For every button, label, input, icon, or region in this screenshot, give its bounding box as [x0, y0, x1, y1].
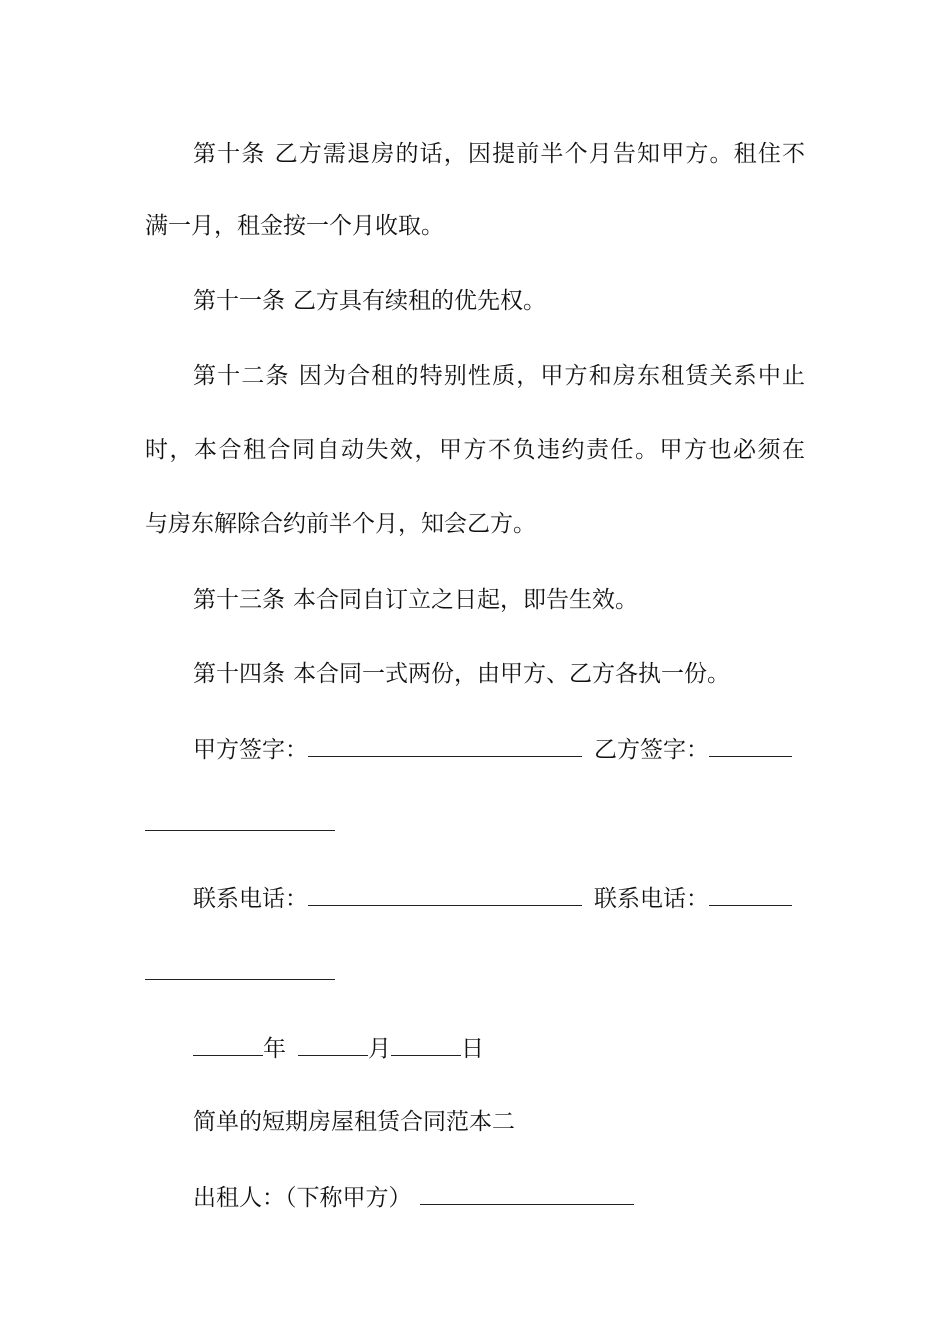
phone-row	[193, 883, 805, 914]
article-13	[193, 585, 805, 615]
article-11	[193, 286, 805, 316]
day-blank[interactable]	[391, 1033, 461, 1056]
article-14	[193, 659, 805, 689]
article-12-line-3: 与房东解除合约前半个月，知会乙方。	[145, 511, 536, 537]
party-a-phone-blank[interactable]	[308, 883, 582, 906]
article-10-heading: 第十条	[193, 141, 266, 167]
date-row	[193, 1033, 805, 1064]
signature-row	[193, 734, 805, 765]
party-b-sign-blank[interactable]	[709, 734, 792, 757]
year-blank[interactable]	[193, 1033, 263, 1056]
lessor-blank[interactable]	[420, 1182, 634, 1205]
party-b-phone-label: 联系电话：	[594, 886, 709, 912]
article-12-heading: 第十二条	[193, 363, 290, 389]
lessor-row	[193, 1182, 805, 1213]
lessor-label: 出租人：（下称甲方）	[193, 1185, 412, 1211]
article-10-text-1: 乙方需退房的话，因提前半个月告知甲方。租住不	[273, 141, 806, 167]
second-template-title: 简单的短期房屋租赁合同范本二	[193, 1109, 515, 1135]
year-label: 年	[263, 1036, 286, 1062]
article-13-heading: 第十三条	[193, 587, 285, 613]
article-14-text: 本合同一式两份，由甲方、乙方各执一份。	[293, 661, 730, 687]
article-12-line-1	[193, 361, 805, 391]
party-b-phone-continuation	[145, 957, 805, 988]
party-b-sign-blank-cont[interactable]	[145, 808, 335, 831]
article-11-heading: 第十一条	[193, 288, 285, 314]
article-10-line-1	[193, 139, 805, 169]
party-b-sign-continuation	[145, 808, 805, 839]
party-a-phone-label: 联系电话：	[193, 886, 308, 912]
party-a-sign-label: 甲方签字：	[193, 737, 308, 763]
article-10-line-2: 满一月，租金按一个月收取。	[145, 213, 444, 239]
party-b-phone-blank[interactable]	[709, 883, 792, 906]
month-label: 月	[368, 1036, 391, 1062]
party-b-sign-label: 乙方签字：	[594, 737, 709, 763]
article-12-line-2: 时，本合租合同自动失效，甲方不负违约责任。甲方也必须在	[145, 437, 805, 463]
article-11-text: 乙方具有续租的优先权。	[293, 288, 546, 314]
article-12-text-1: 因为合租的特别性质，甲方和房东租赁关系中止	[297, 363, 806, 389]
article-13-text: 本合同自订立之日起，即告生效。	[293, 587, 638, 613]
month-blank[interactable]	[298, 1033, 368, 1056]
day-label: 日	[461, 1036, 484, 1062]
party-a-sign-blank[interactable]	[308, 734, 582, 757]
article-14-heading: 第十四条	[193, 661, 285, 687]
party-b-phone-blank-cont[interactable]	[145, 957, 335, 980]
